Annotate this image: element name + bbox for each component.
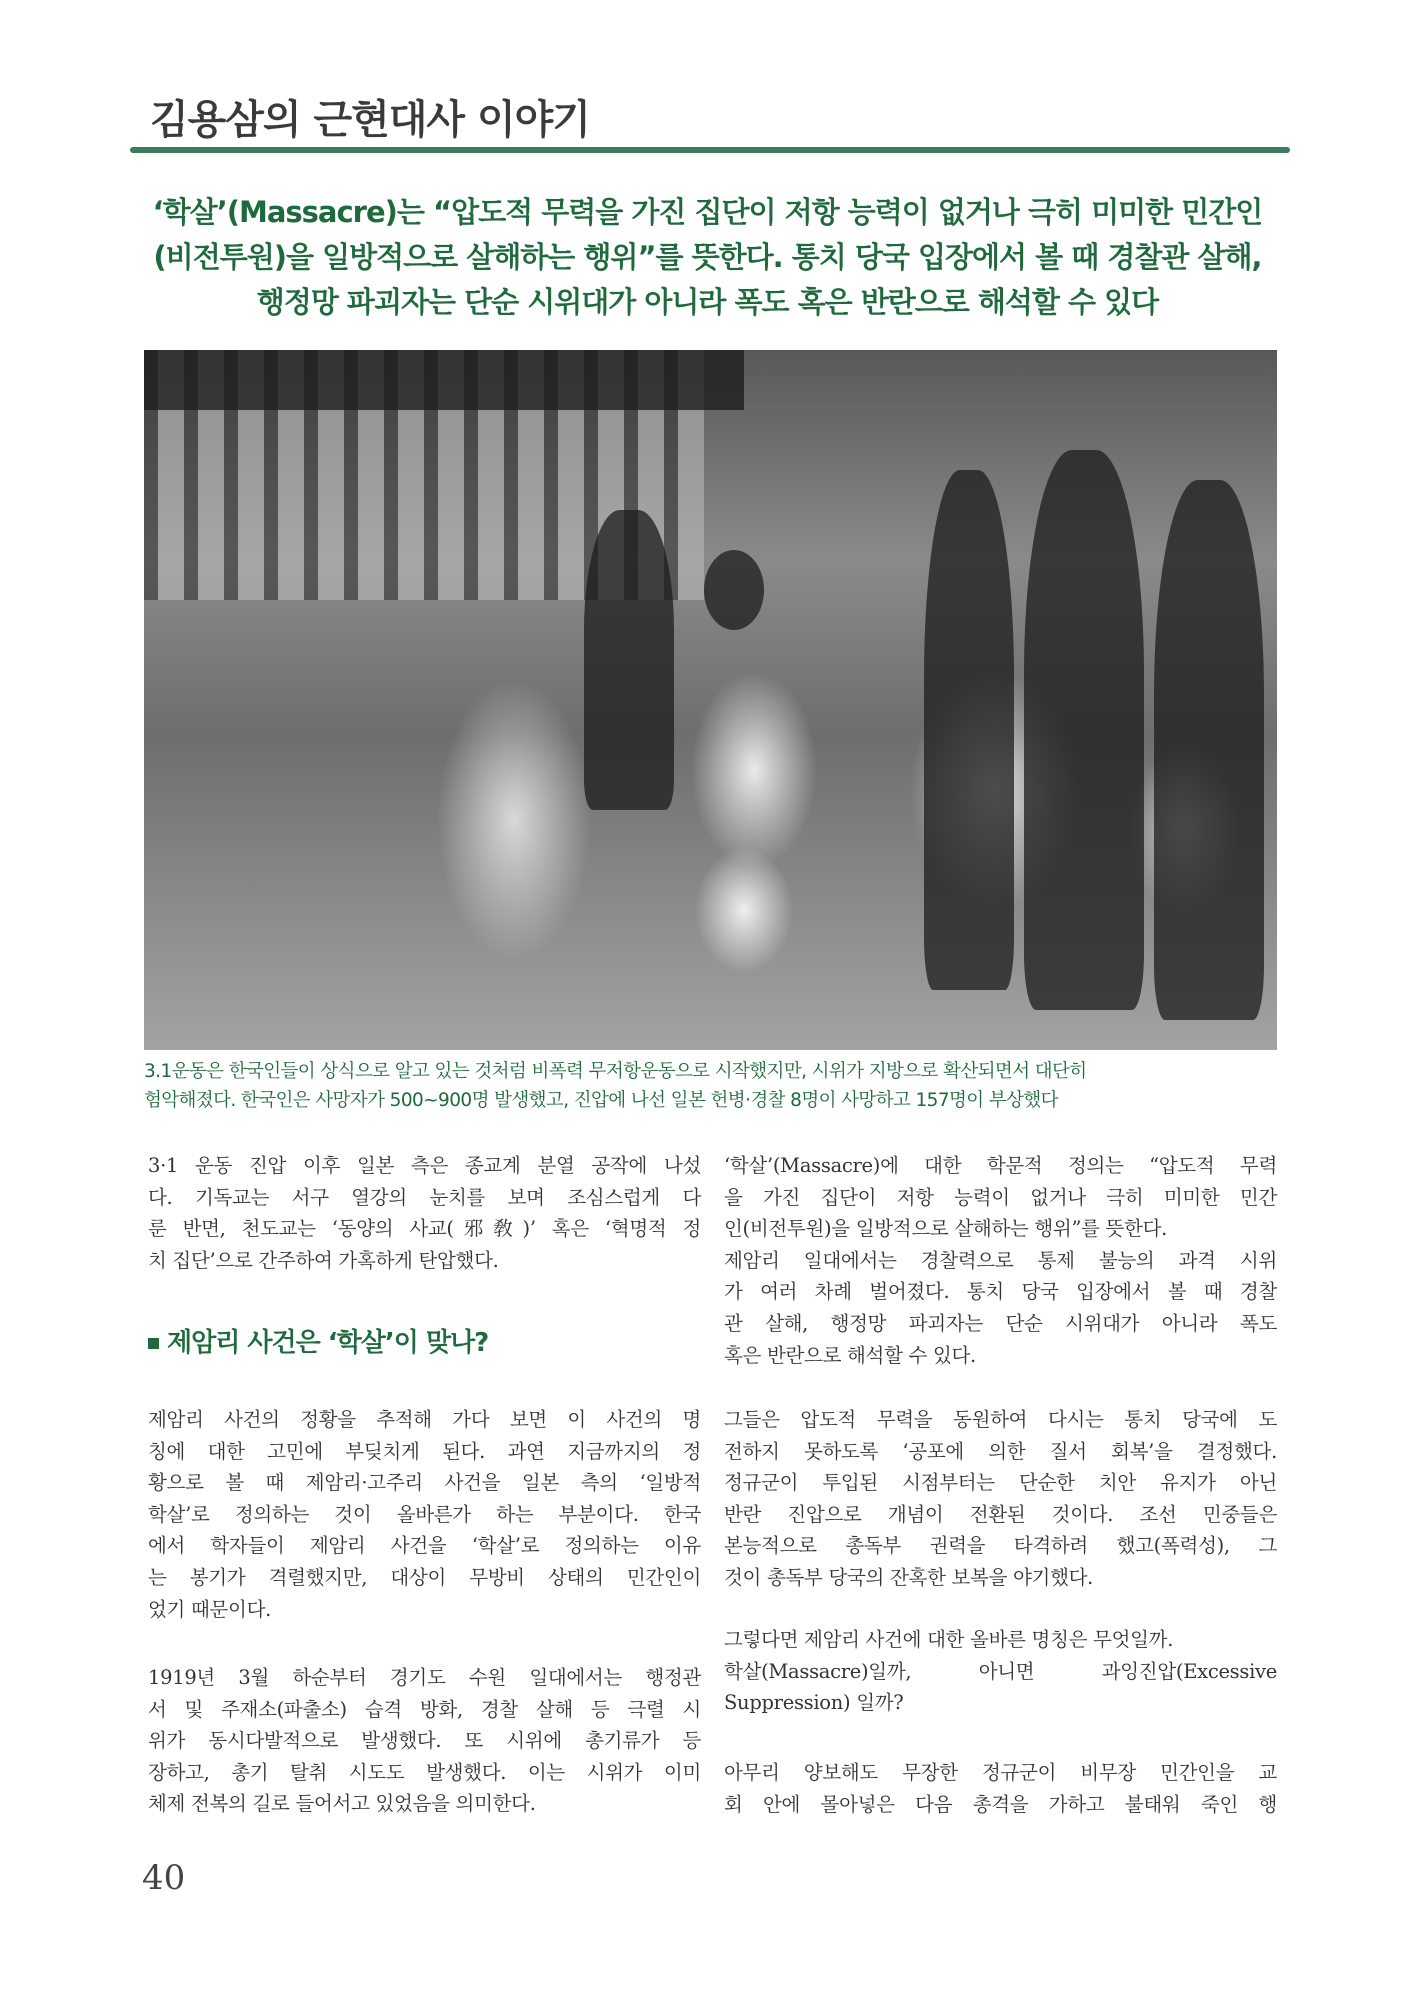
caption-line: 험악해졌다. 한국인은 사망자가 500~900명 발생했고, 진압에 나선 일본 헌병·경찰 8명이 사망하고 157명이 부상했다 (144, 1090, 1058, 1111)
text-line: 본능적으로 총독부 권력을 타격하려 했고(폭력성), 그 (724, 1534, 1277, 1558)
series-title: 김용삼의 근현대사 이야기 (150, 97, 590, 143)
pull-quote-line: (비전투원)을 일방적으로 살해하는 행위”를 뜻한다. 통치 당국 입장에서 볼 때 경찰관 살해, (153, 240, 1262, 274)
header-divider (130, 147, 1290, 153)
section-heading (148, 1322, 488, 1359)
text-line: 관 살해, 행정망 파괴자는 단순 시위대가 아니라 폭도 (724, 1311, 1277, 1335)
paragraph (724, 1150, 1277, 1371)
text-line: 정규군이 투입된 시점부터는 단순한 치안 유지가 아닌 (724, 1471, 1277, 1495)
text-line: 회 안에 몰아넣은 다음 총격을 가하고 불태워 죽인 행 (724, 1792, 1277, 1816)
text-line: 아무리 양보해도 무장한 정규군이 비무장 민간인을 교 (724, 1761, 1277, 1784)
historical-photo (144, 350, 1277, 1050)
text-line: 을 가진 집단이 저항 능력이 없거나 극히 미미한 민간 (724, 1185, 1277, 1209)
text-line: 장하고, 총기 탈취 시도도 발생했다. 이는 시위가 이미 (148, 1760, 701, 1784)
text-line: 는 봉기가 격렬했지만, 대상이 무방비 상태의 민간인이 (148, 1565, 701, 1589)
text-line: Suppression) 일까? (724, 1691, 904, 1715)
text-line: 반란 진압으로 개념이 전환된 것이다. 조선 민중들은 (724, 1502, 1277, 1526)
pull-quote (150, 190, 1265, 325)
text-line: 었기 때문이다. (148, 1597, 272, 1621)
text-line: 인(비전투원)을 일방적으로 살해하는 행위”를 뜻한다. (724, 1217, 1168, 1241)
paragraph (724, 1757, 1277, 1820)
text-line: 다. 기독교는 서구 열강의 눈치를 보며 조심스럽게 다 (148, 1185, 701, 1209)
text-line: ‘학살’(Massacre)에 대한 학문적 정의는 “압도적 무력 (724, 1154, 1277, 1177)
photo-roof (144, 350, 744, 410)
text-line: 학살(Massacre)일까, 아니면 과잉진압(Excessive (724, 1659, 1277, 1683)
text-line: 치 집단’으로 간주하여 가혹하게 탄압했다. (148, 1248, 499, 1272)
page-number: 40 (142, 1858, 186, 1898)
text-line: 것이 총독부 당국의 잔혹한 보복을 야기했다. (724, 1565, 1094, 1589)
text-line: 황으로 볼 때 제암리·고주리 사건을 일본 측의 ‘일방적 (148, 1471, 701, 1495)
photo-figure (1154, 480, 1264, 1020)
text-line: 그들은 압도적 무력을 동원하여 다시는 통치 당국에 도 (724, 1408, 1277, 1431)
text-line: 위가 동시다발적으로 발생했다. 또 시위에 총기류가 등 (148, 1729, 701, 1753)
text-line: 제암리 사건의 정황을 추적해 가다 보면 이 사건의 명 (148, 1408, 701, 1431)
text-line: 그렇다면 제암리 사건에 대한 올바른 명칭은 무엇일까. (724, 1628, 1174, 1651)
text-line: 혹은 반란으로 해석할 수 있다. (724, 1343, 976, 1367)
paragraph (148, 1150, 701, 1276)
photo-figure (1024, 450, 1144, 1010)
text-line: 룬 반면, 천도교는 ‘동양의 사교(邪敎)’ 혹은 ‘혁명적 정 (148, 1217, 701, 1241)
photo-figure (704, 550, 764, 630)
square-bullet-icon (148, 1338, 159, 1349)
text-line: 칭에 대한 고민에 부딪치게 된다. 과연 지금까지의 정 (148, 1439, 701, 1463)
text-line: 에서 학자들이 제암리 사건을 ‘학살’로 정의하는 이유 (148, 1534, 701, 1558)
pull-quote-line: 행정망 파괴자는 단순 시위대가 아니라 폭도 혹은 반란으로 해석할 수 있다 (256, 285, 1159, 319)
text-line: 가 여러 차례 벌어졌다. 통치 당국 입장에서 볼 때 경찰 (724, 1280, 1277, 1304)
paragraph (148, 1404, 701, 1625)
photo-caption (144, 1057, 1284, 1115)
text-line: 1919년 3월 하순부터 경기도 수원 일대에서는 행정관 (148, 1666, 701, 1689)
section-heading-text: 제암리 사건은 ‘학살’이 맞나? (167, 1328, 489, 1358)
text-line: 제암리 일대에서는 경찰력으로 통제 불능의 과격 시위 (724, 1248, 1277, 1272)
text-line: 서 및 주재소(파출소) 습격 방화, 경찰 살해 등 극렬 시 (148, 1697, 701, 1721)
photo-figure (924, 470, 1014, 990)
photo-figure (584, 510, 674, 810)
paragraph (724, 1624, 1277, 1719)
caption-line: 3.1운동은 한국인들이 상식으로 알고 있는 것처럼 비폭력 무저항운동으로 시작했지만, 시위가 지방으로 확산되면서 대단히 (144, 1061, 1087, 1082)
paragraph (148, 1662, 701, 1820)
text-line: 3·1 운동 진압 이후 일본 측은 종교계 분열 공작에 나섰 (148, 1154, 701, 1177)
text-line: 체제 전복의 길로 들어서고 있었음을 의미한다. (148, 1792, 536, 1816)
paragraph (724, 1404, 1277, 1594)
pull-quote-line: ‘학살’(Massacre)는 “압도적 무력을 가진 집단이 저항 능력이 없거나 극히 미미한 민간인 (152, 195, 1263, 229)
text-line: 전하지 못하도록 ‘공포에 의한 질서 회복’을 결정했다. (724, 1439, 1277, 1463)
text-line: 학살’로 정의하는 것이 올바른가 하는 부분이다. 한국 (148, 1502, 701, 1526)
